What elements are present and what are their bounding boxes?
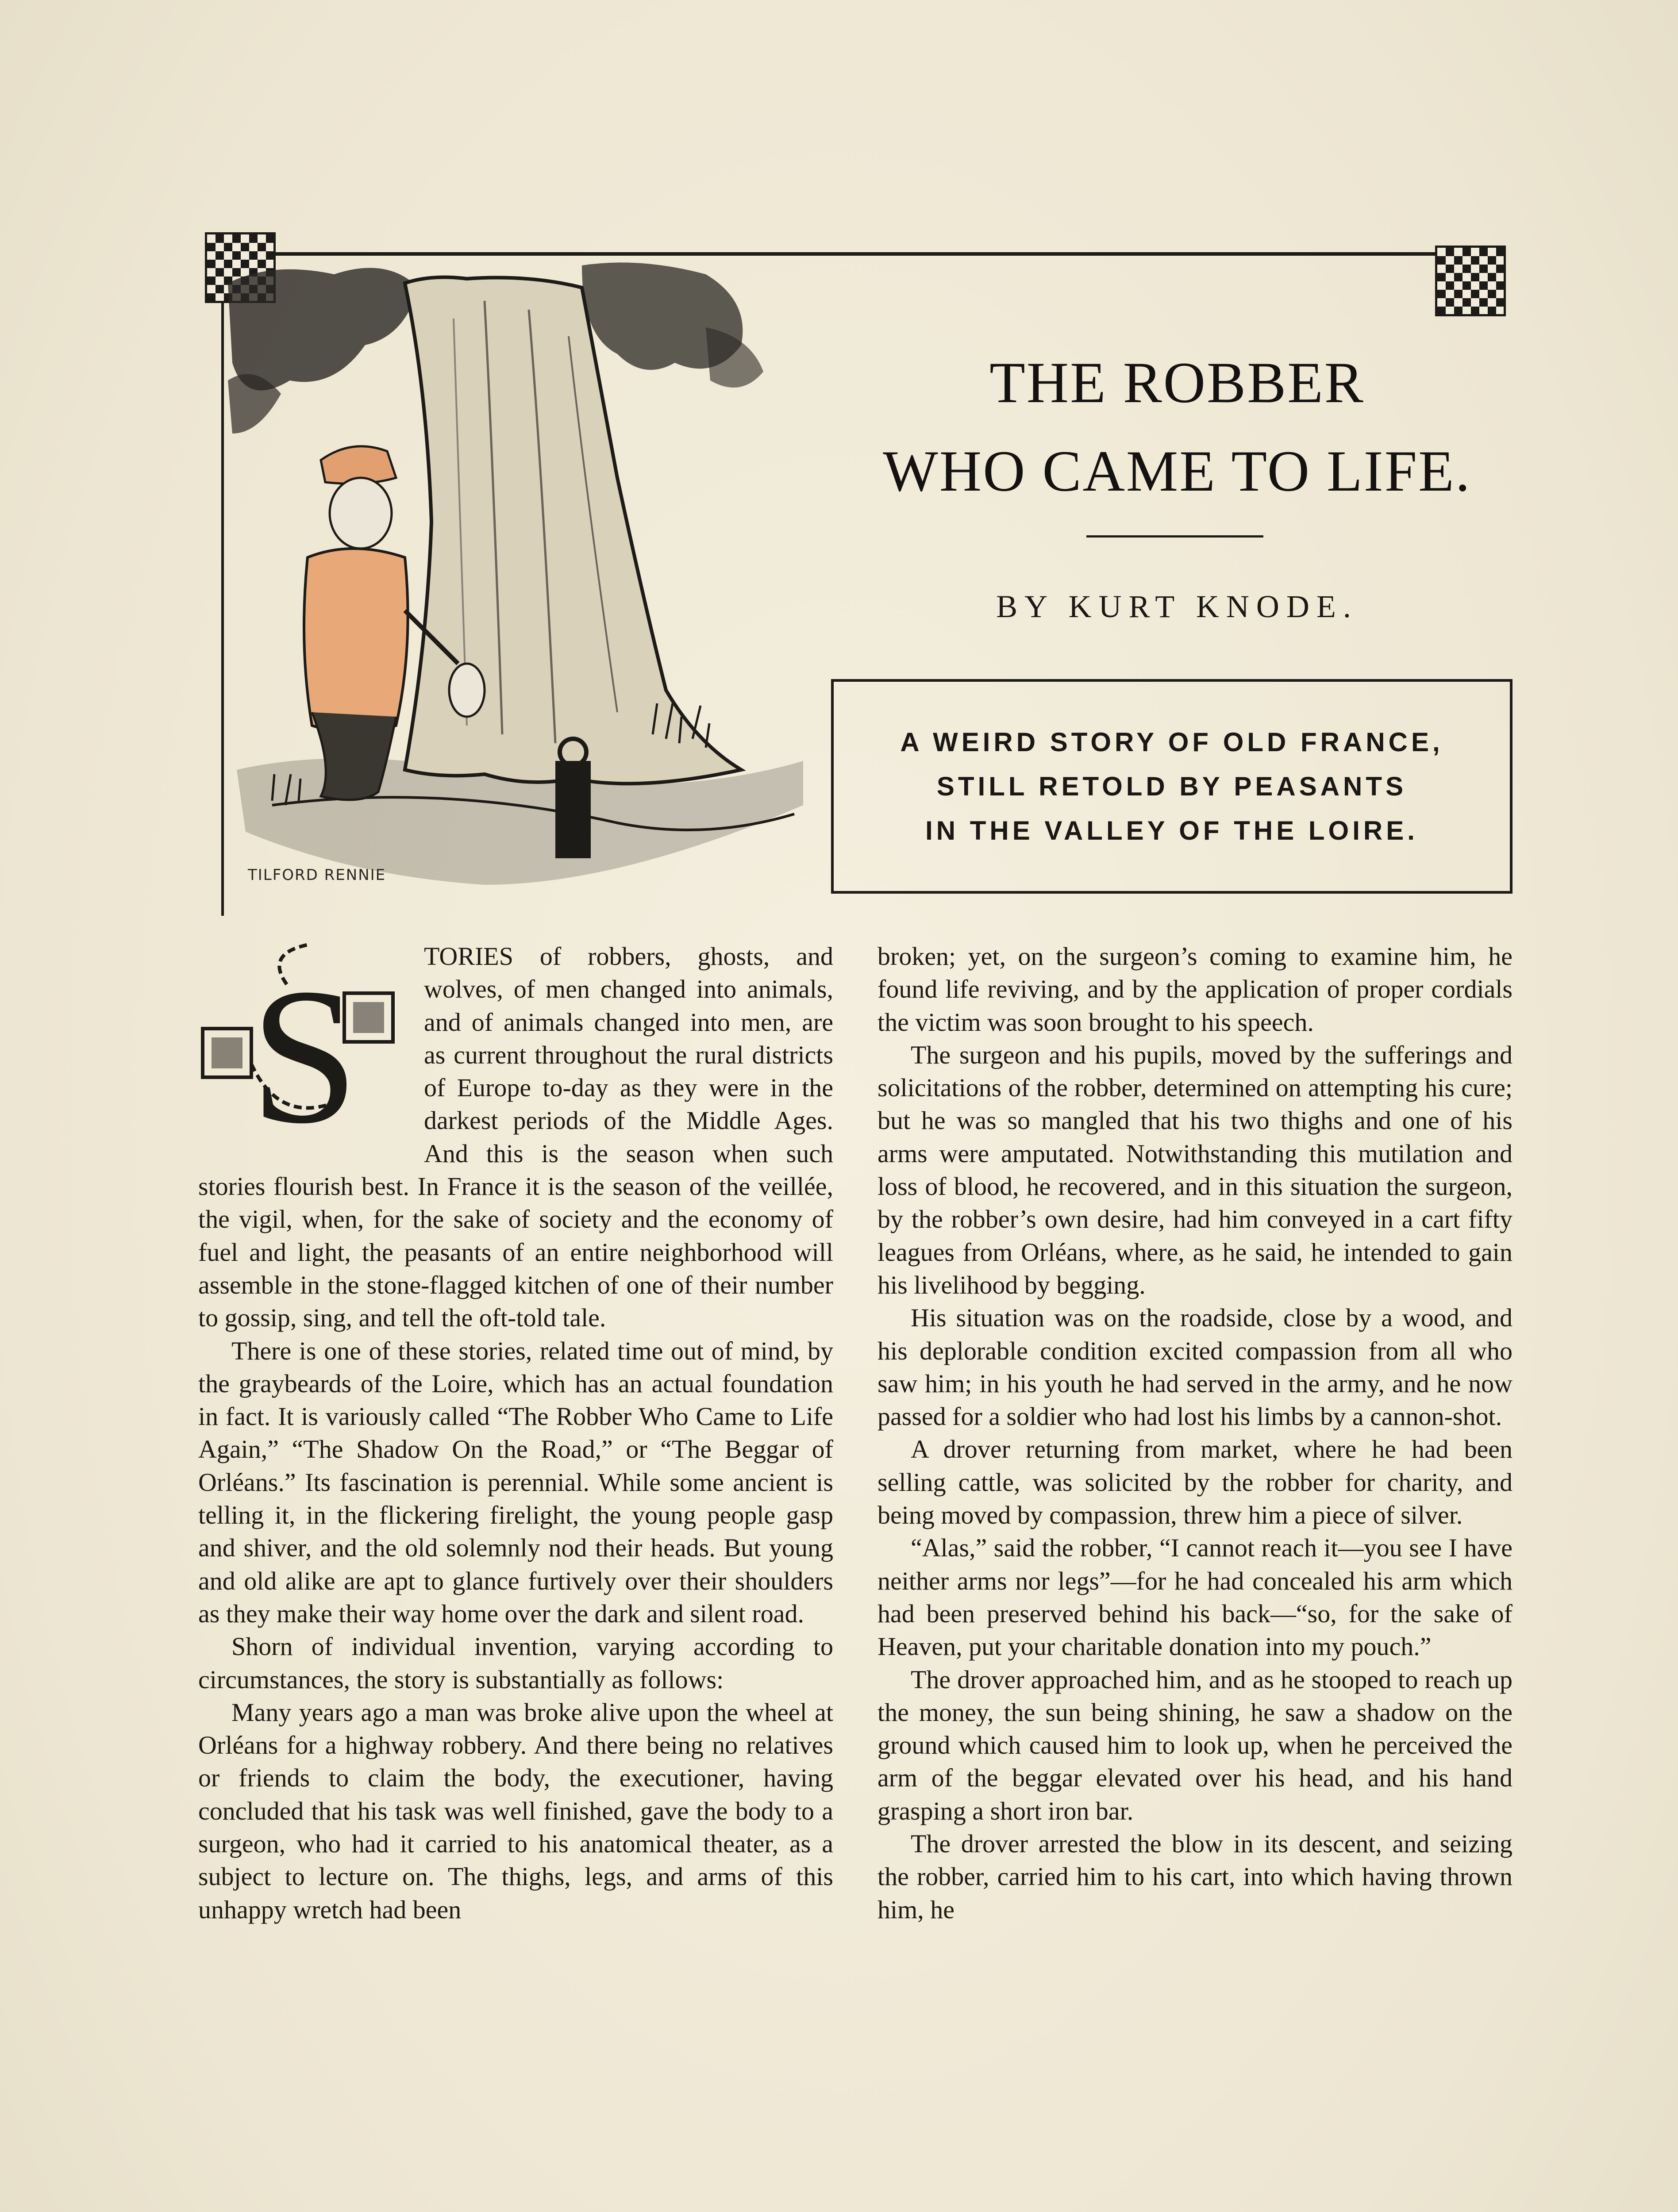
checkerboard-ornament-right xyxy=(1435,246,1506,316)
paragraph: TORIES of robbers, ghosts, and wolves, of men changed into animals, and of animals changed into men, are as current throughout the rural districts of Europe to-day as they were in the darkest periods of the Middle Ages. And this is the season when such stories flourish best. In France it is the season of the veillée, the vigil, when, for the sake of society and the economy of fuel and light, the peasants of an entire neighborhood will assemble in the stone-flagged kitchen of one of their number to gossip, sing, and tell the oft-told tale. xyxy=(198,942,833,1333)
paragraph: Shorn of individual invention, varying according to circumstances, the story is substantially as follows: xyxy=(198,1632,833,1694)
illustrator-signature: TILFORD RENNIE xyxy=(248,866,386,884)
illustration-drawing xyxy=(219,248,821,911)
drop-cap-letter: S xyxy=(250,949,359,1164)
paragraph: The drover arrested the blow in its descent, and seizing the robber, carried him to his cart, into which having thrown him, he xyxy=(877,1829,1513,1924)
paragraph: The drover approached him, and as he stooped to reach up the money, the sun being shining, he saw a shadow on the ground which caused him to look up, when he perceived the arm of the beggar elevated over his head, and his hand grasping a short iron bar. xyxy=(877,1665,1513,1825)
paragraph: broken; yet, on the surgeon’s coming to examine him, he found life reviving, and by the application of proper cordials the victim was soon brought to his speech. xyxy=(877,942,1513,1037)
paragraph: Many years ago a man was broke alive upon the wheel at Orléans for a highway robbery. And there being no relatives or friends to claim the body, the executioner, having concluded that his task was well finished, gave the body to a surgeon, who had it carried to his anatomical theater, as a subject to lecture on. The thighs, legs, and arms of this unhappy wretch had been xyxy=(198,1697,833,1924)
paragraph: The surgeon and his pupils, moved by the sufferings and solicitations of the robber, determined on attempting his cure; but he was so mangled that his two thighs and one of his arms were amputated. Notwithstanding this mutilation and loss of blood, he recovered, and in this situation the surgeon, by the robber’s own desire, had him conveyed in a cart fifty leagues from Orléans, where, as he said, he intended to gain his livelihood by begging. xyxy=(877,1040,1513,1299)
drop-cap-ornament xyxy=(198,936,406,1166)
title-divider xyxy=(1086,535,1263,538)
paragraph: A drover returning from market, where he had been selling cattle, was solicited by the robber for charity, and being moved by compassion, threw him a piece of silver. xyxy=(877,1435,1513,1530)
subtitle-box xyxy=(831,679,1513,894)
title-line-2: WHO CAME TO LIFE. xyxy=(883,438,1471,503)
subtitle: A WEIRD STORY OF OLD FRANCE, STILL RETOLD BY PEASANTS IN THE VALLEY OF THE LOIRE. xyxy=(900,727,1443,845)
robber-tree-illustration xyxy=(219,248,821,911)
paragraph: “Alas,” said the robber, “I cannot reach it—you see I have neither arms nor legs”—for he had concealed his arm which had been preserved behind his back—“so, for the sake of Heaven, put your charitable donation into my pouch.” xyxy=(877,1533,1513,1661)
right-column xyxy=(877,940,1513,1926)
byline: BY KURT KNODE. xyxy=(996,589,1358,624)
paragraph: His situation was on the roadside, close by a wood, and his deplorable condition excited compassion from all who saw him; in his youth he had served in the army, and he now passed for a soldier who had lost his limbs by a cannon-shot. xyxy=(877,1303,1513,1431)
drop-cap xyxy=(198,936,406,1166)
article-title xyxy=(832,338,1522,515)
paragraph: There is one of these stories, related time out of mind, by the graybeards of the Loire, which has an actual foundation in fact. It is variously called “The Robber Who Came to Life Again,” “The Shadow On the Road,” or “The Beggar of Orléans.” Its fascination is perennial. While some ancient is telling it, in the flickering firelight, the young people gasp and shiver, and the old solemnly nod their heads. But young and old alike are apt to glance furtively over their shoulders as they make their way home over the dark and silent road. xyxy=(198,1336,833,1628)
title-line-1: THE ROBBER xyxy=(989,350,1365,415)
left-column xyxy=(198,940,833,1926)
